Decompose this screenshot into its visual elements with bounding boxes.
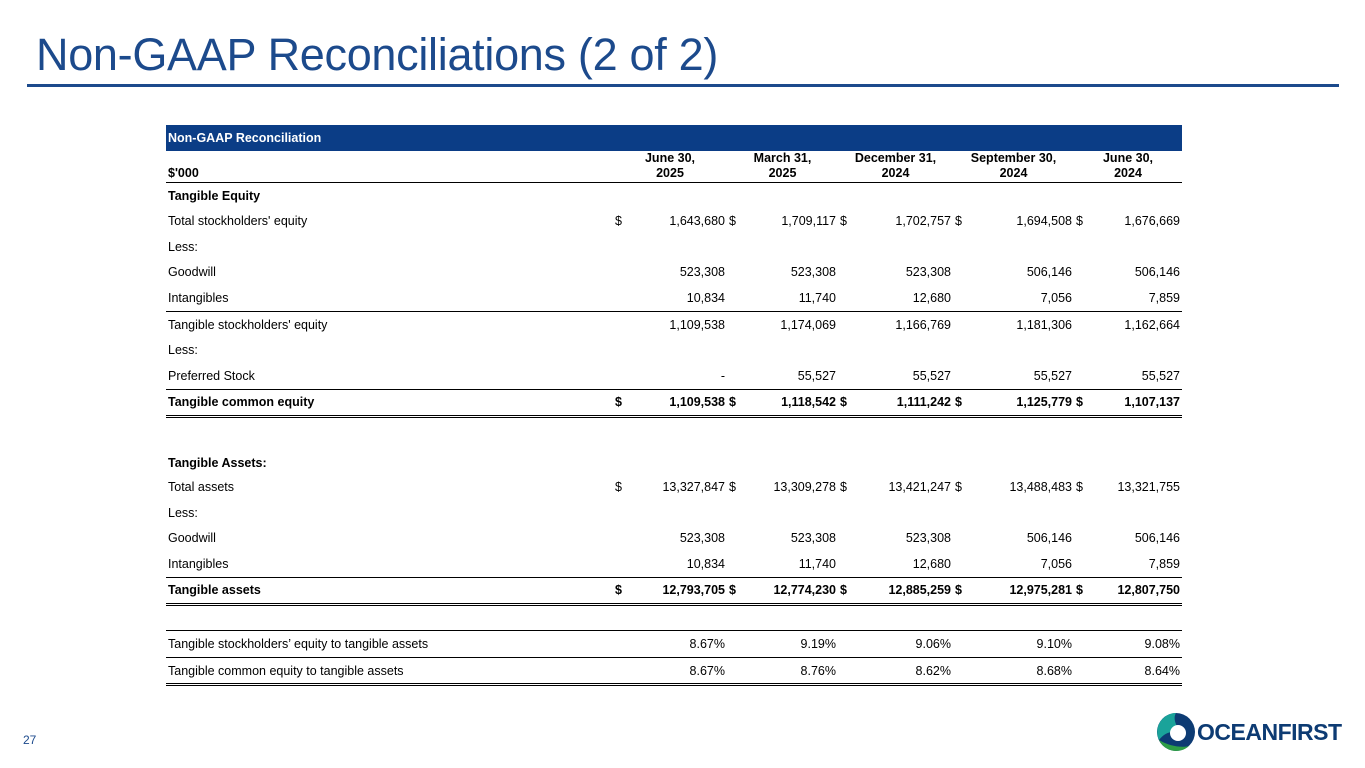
table-row — [166, 525, 1182, 551]
cell-value: 8.68% — [967, 657, 1074, 685]
currency-symbol — [838, 363, 852, 389]
section-heading: Tangible Assets: — [168, 456, 267, 471]
cell-value: 8.76% — [741, 657, 838, 685]
cell-value: 12,680 — [852, 285, 953, 311]
currency-symbol — [613, 525, 627, 551]
page-number: 27 — [23, 733, 37, 747]
currency-symbol — [613, 631, 627, 658]
currency-symbol — [838, 260, 852, 286]
cell-value: 55,527 — [741, 363, 838, 389]
currency-symbol — [1074, 551, 1088, 577]
cell-value: 523,308 — [790, 265, 836, 280]
cell-value: 506,146 — [1134, 531, 1180, 546]
cell-value: 1,174,069 — [780, 317, 836, 332]
row-label: Tangible common equity to tangible assets — [166, 657, 613, 685]
currency-symbol: $ — [613, 389, 627, 417]
currency-symbol: $ — [838, 389, 852, 417]
cell-value: 13,321,755 — [1117, 479, 1180, 494]
table-band — [166, 125, 1182, 151]
cell-value: 10,834 — [627, 285, 727, 311]
column-header-row — [166, 151, 1182, 183]
cell-value: 9.06% — [852, 631, 953, 658]
cell-value: 1,702,757 — [895, 214, 951, 229]
cell-value: 1,111,242 — [852, 389, 953, 417]
table-row — [166, 234, 1182, 260]
unit-label: $'000 — [166, 151, 613, 183]
currency-symbol — [727, 285, 741, 311]
currency-symbol: $ — [955, 214, 962, 229]
currency-symbol: $ — [840, 479, 847, 494]
currency-symbol: $ — [615, 214, 622, 229]
table-row — [166, 208, 1182, 234]
cell-value: 11,740 — [741, 551, 838, 577]
row-label: Total stockholders' equity — [168, 214, 308, 229]
currency-symbol — [953, 363, 967, 389]
currency-symbol — [613, 285, 627, 311]
currency-symbol: $ — [727, 577, 741, 605]
currency-symbol — [953, 551, 967, 577]
page-title: Non-GAAP Reconciliations (2 of 2) — [36, 29, 719, 80]
cell-value: 12,680 — [852, 551, 953, 577]
title-rule — [27, 84, 1339, 87]
currency-symbol: $ — [727, 389, 741, 417]
column-header: December 31, 2024 — [838, 151, 953, 183]
cell-value: 506,146 — [1134, 265, 1180, 280]
currency-symbol: $ — [1074, 577, 1088, 605]
cell-value: 7,056 — [967, 285, 1074, 311]
currency-symbol — [613, 657, 627, 685]
column-header: June 30, 2025 — [613, 151, 727, 183]
table-band-title: Non-GAAP Reconciliation — [166, 125, 1182, 151]
reconciliation-table — [166, 125, 1182, 686]
currency-symbol — [953, 525, 967, 551]
row-label: Preferred Stock — [166, 363, 613, 389]
currency-symbol — [953, 631, 967, 658]
currency-symbol — [1074, 657, 1088, 685]
currency-symbol — [838, 657, 852, 685]
currency-symbol — [1074, 631, 1088, 658]
table-row — [166, 389, 1182, 417]
currency-symbol — [838, 631, 852, 658]
cell-value: 523,308 — [790, 531, 836, 546]
row-label: Total assets — [168, 479, 235, 494]
cell-value: 12,885,259 — [852, 577, 953, 605]
cell-value: 12,975,281 — [967, 577, 1074, 605]
row-label: Intangibles — [166, 551, 613, 577]
currency-symbol: $ — [955, 479, 962, 494]
currency-symbol: $ — [729, 479, 736, 494]
less-label: Less: — [168, 343, 198, 358]
table-row — [166, 551, 1182, 577]
cell-value: 8.67% — [627, 631, 727, 658]
cell-value: 12,774,230 — [741, 577, 838, 605]
currency-symbol: $ — [615, 479, 622, 494]
cell-value: 55,527 — [852, 363, 953, 389]
currency-symbol — [838, 551, 852, 577]
currency-symbol: $ — [1074, 389, 1088, 417]
currency-symbol — [838, 285, 852, 311]
cell-value: 1,181,306 — [1016, 317, 1072, 332]
cell-value: 523,308 — [905, 531, 951, 546]
cell-value: 10,834 — [627, 551, 727, 577]
cell-value: 13,421,247 — [888, 479, 951, 494]
cell-value: 7,859 — [1088, 551, 1182, 577]
cell-value: 9.08% — [1088, 631, 1182, 658]
cell-value: 523,308 — [679, 531, 725, 546]
row-label: Goodwill — [168, 265, 216, 280]
row-label: Tangible assets — [166, 577, 613, 605]
table-row — [166, 311, 1182, 337]
section-heading-row — [166, 442, 1182, 474]
currency-symbol — [953, 260, 967, 286]
currency-symbol — [1074, 260, 1088, 286]
cell-value: 13,488,483 — [1009, 479, 1072, 494]
cell-value: 1,694,508 — [1016, 214, 1072, 229]
table-row — [166, 260, 1182, 286]
currency-symbol — [953, 285, 967, 311]
currency-symbol — [953, 311, 967, 337]
column-header: June 30, 2024 — [1074, 151, 1182, 183]
currency-symbol — [613, 551, 627, 577]
currency-symbol — [838, 311, 852, 337]
currency-symbol: $ — [729, 214, 736, 229]
cell-value: 7,859 — [1088, 285, 1182, 311]
cell-value: 12,807,750 — [1088, 577, 1182, 605]
cell-value: 55,527 — [1088, 363, 1182, 389]
currency-symbol — [1074, 311, 1088, 337]
cell-value: 9.10% — [967, 631, 1074, 658]
cell-value: 506,146 — [1026, 265, 1072, 280]
currency-symbol — [613, 311, 627, 337]
cell-value: 1,166,769 — [895, 317, 951, 332]
spacer-row — [166, 605, 1182, 631]
currency-symbol — [1074, 363, 1088, 389]
column-header: September 30, 2024 — [953, 151, 1074, 183]
table-row — [166, 285, 1182, 311]
currency-symbol: $ — [1076, 214, 1083, 229]
currency-symbol — [727, 525, 741, 551]
cell-value: 12,793,705 — [627, 577, 727, 605]
cell-value: 1,643,680 — [669, 214, 725, 229]
table-row — [166, 363, 1182, 389]
row-label: Tangible stockholders’ equity to tangible assets — [166, 631, 613, 658]
currency-symbol — [727, 631, 741, 658]
cell-value: 1,709,117 — [781, 214, 836, 229]
cell-value: 1,162,664 — [1124, 317, 1180, 332]
currency-symbol — [727, 551, 741, 577]
table-row — [166, 577, 1182, 605]
cell-value: 506,146 — [1026, 531, 1072, 546]
cell-value: 523,308 — [679, 265, 725, 280]
currency-symbol: $ — [838, 577, 852, 605]
currency-symbol: $ — [613, 577, 627, 605]
currency-symbol — [838, 525, 852, 551]
table-row — [166, 474, 1182, 500]
cell-value: 1,676,669 — [1124, 214, 1180, 229]
cell-value: 13,309,278 — [773, 479, 836, 494]
currency-symbol — [1074, 285, 1088, 311]
table-row — [166, 337, 1182, 363]
cell-value: 1,125,779 — [967, 389, 1074, 417]
currency-symbol: $ — [953, 389, 967, 417]
column-header: March 31, 2025 — [727, 151, 838, 183]
table-row — [166, 500, 1182, 526]
spacer-row — [166, 417, 1182, 443]
currency-symbol — [727, 363, 741, 389]
currency-symbol — [727, 657, 741, 685]
row-label: Tangible common equity — [166, 389, 613, 417]
cell-value: 1,109,538 — [669, 317, 725, 332]
oceanfirst-logo — [1155, 710, 1340, 754]
row-label: Tangible stockholders' equity — [168, 317, 328, 332]
cell-value: 13,327,847 — [662, 479, 725, 494]
section-heading-row — [166, 182, 1182, 208]
cell-value: 1,109,538 — [627, 389, 727, 417]
currency-symbol — [613, 363, 627, 389]
cell-value: 8.62% — [852, 657, 953, 685]
cell-value: - — [627, 363, 727, 389]
cell-value: 7,056 — [967, 551, 1074, 577]
cell-value: 9.19% — [741, 631, 838, 658]
currency-symbol: $ — [953, 577, 967, 605]
table-row — [166, 631, 1182, 658]
cell-value: 1,118,542 — [741, 389, 838, 417]
currency-symbol — [953, 657, 967, 685]
row-label: Goodwill — [168, 531, 216, 546]
less-label: Less: — [168, 239, 198, 254]
currency-symbol — [613, 260, 627, 286]
cell-value: 523,308 — [905, 265, 951, 280]
less-label: Less: — [168, 505, 198, 520]
section-heading: Tangible Equity — [168, 188, 261, 203]
currency-symbol — [1074, 525, 1088, 551]
cell-value: 1,107,137 — [1088, 389, 1182, 417]
cell-value: 8.64% — [1088, 657, 1182, 685]
oceanfirst-mark-icon — [1155, 710, 1197, 754]
logo-wordmark: OCEANFIRST — [1197, 719, 1342, 745]
cell-value: 11,740 — [741, 285, 838, 311]
currency-symbol — [727, 311, 741, 337]
currency-symbol: $ — [840, 214, 847, 229]
row-label: Intangibles — [166, 285, 613, 311]
cell-value: 55,527 — [967, 363, 1074, 389]
currency-symbol: $ — [1076, 479, 1083, 494]
table-row — [166, 657, 1182, 685]
currency-symbol — [727, 260, 741, 286]
cell-value: 8.67% — [627, 657, 727, 685]
